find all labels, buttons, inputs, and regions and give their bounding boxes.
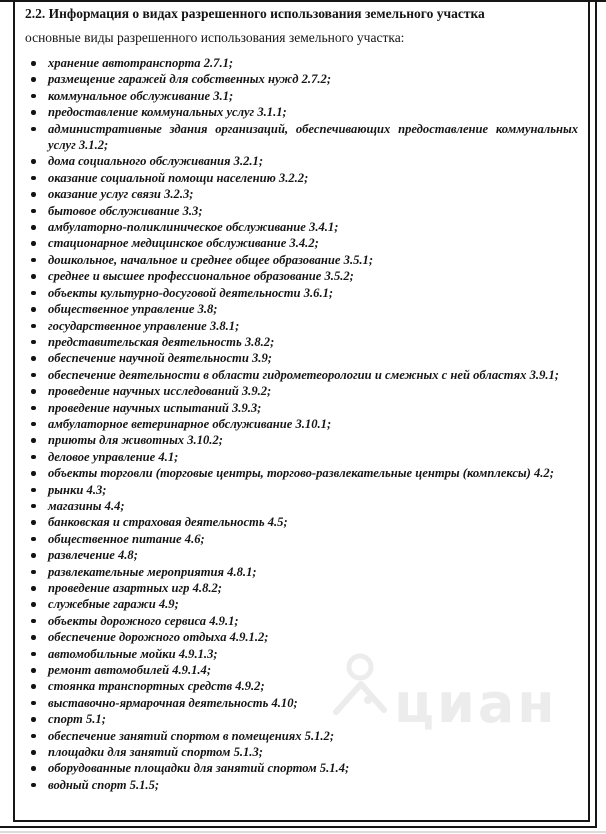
list-item	[25, 662, 578, 678]
bullet-icon	[31, 783, 36, 788]
list-item-text: дошкольное, начальное и среднее общее образование 3.5.1;	[48, 252, 374, 267]
list-item	[25, 613, 578, 629]
bullet-icon	[31, 127, 36, 132]
bullet-icon	[31, 553, 36, 558]
bullet-icon	[31, 586, 36, 591]
list-item	[25, 268, 578, 284]
list-item-text: представительская деятельность 3.8.2;	[48, 334, 275, 349]
bullet-icon	[31, 750, 36, 755]
list-item-text: стоянка транспортных средств 4.9.2;	[48, 679, 265, 694]
bullet-icon	[31, 455, 36, 460]
list-item-text: развлечение 4.8;	[48, 548, 138, 563]
list-item-text: рынки 4.3;	[48, 482, 107, 497]
bullet-icon	[31, 734, 36, 739]
list-item	[25, 711, 578, 727]
list-item	[25, 695, 578, 711]
bullet-icon	[31, 225, 36, 230]
bullet-icon	[31, 602, 36, 607]
list-item-text: проведение научных испытаний 3.9.3;	[48, 400, 262, 415]
document-content	[25, 5, 578, 793]
list-item-text: проведение научных исследований 3.9.2;	[48, 384, 272, 399]
table-outer-right-border	[595, 0, 597, 828]
bullet-icon	[31, 307, 36, 312]
list-item-text: бытовое обслуживание 3.3;	[48, 203, 203, 218]
list-item	[25, 219, 578, 235]
list-item-text: приюты для животных 3.10.2;	[48, 433, 223, 448]
list-item-text: обеспечение деятельности в области гидрометеорологии и смежных с ней областях 3.9.1;	[48, 367, 559, 382]
bullet-icon	[31, 438, 36, 443]
page-edge-shadow	[0, 831, 606, 833]
bullet-icon	[31, 701, 36, 706]
list-item	[25, 88, 578, 104]
list-item-text: размещение гаражей для собственных нужд 2.7.2;	[48, 72, 332, 87]
list-item	[25, 498, 578, 514]
list-item-text: амбулаторное ветеринарное обслуживание 3.10.1;	[48, 416, 332, 431]
list-item	[25, 596, 578, 612]
bullet-icon	[31, 406, 36, 411]
list-item	[25, 432, 578, 448]
bullet-icon	[31, 422, 36, 427]
bullet-icon	[31, 537, 36, 542]
list-item	[25, 252, 578, 268]
list-item-text: деловое управление 4.1;	[48, 449, 179, 464]
list-item-text: административные здания организаций, обеспечивающих предоставление коммунальных услуг 3.1.2;	[48, 121, 578, 153]
bullet-icon	[31, 488, 36, 493]
list-item-text: банковская и страховая деятельность 4.5;	[48, 515, 288, 530]
table-outer-bottom-border	[0, 826, 597, 828]
bullet-icon	[31, 324, 36, 329]
list-item	[25, 646, 578, 662]
list-item	[25, 318, 578, 334]
bullet-icon	[31, 209, 36, 214]
list-item	[25, 285, 578, 301]
list-item-text: площадки для занятий спортом 5.1.3;	[48, 745, 263, 760]
list-item	[25, 744, 578, 760]
list-item-text: хранение автотранспорта 2.7.1;	[48, 56, 234, 70]
list-item-text: объекты культурно-досуговой деятельности 3.6.1;	[48, 285, 334, 300]
list-item-text: выставочно-ярмарочная деятельность 4.10;	[48, 695, 298, 710]
list-item-text: ремонт автомобилей 4.9.1.4;	[48, 663, 212, 678]
bullet-icon	[31, 159, 36, 164]
list-item-text: объекты торговли (торговые центры, торгово-развлекательные центры (комплексы) 4.2;	[48, 466, 554, 481]
list-intro: основные виды разрешенного использования земельного участка:	[25, 30, 405, 45]
list-item	[25, 186, 578, 202]
list-item	[25, 383, 578, 399]
list-item	[25, 449, 578, 465]
list-item-text: государственное управление 3.8.1;	[48, 318, 240, 333]
bullet-icon	[31, 504, 36, 509]
list-item-text: стационарное медицинское обслуживание 3.4.2;	[48, 236, 319, 251]
bullet-icon	[31, 389, 36, 394]
cian-watermark-text: циан	[394, 672, 558, 735]
list-item-text: оказание услуг связи 3.2.3;	[48, 187, 194, 202]
list-item-text: магазины 4.4;	[48, 498, 125, 513]
bullet-icon	[31, 176, 36, 181]
list-item-text: амбулаторно-поликлиническое обслуживание 3.4.1;	[48, 220, 339, 235]
permitted-use-list	[25, 55, 578, 793]
list-item	[25, 153, 578, 169]
bullet-icon	[31, 77, 36, 82]
list-item	[25, 728, 578, 744]
list-item	[25, 350, 578, 366]
list-item-text: служебные гаражи 4.9;	[48, 597, 179, 612]
list-item-text: водный спорт 5.1.5;	[48, 777, 160, 792]
list-item	[25, 170, 578, 186]
list-item-text: дома социального обслуживания 3.2.1;	[48, 154, 264, 169]
list-item	[25, 564, 578, 580]
bullet-icon	[31, 94, 36, 99]
list-item	[25, 760, 578, 776]
bullet-icon	[31, 619, 36, 624]
list-item-text: проведение азартных игр 4.8.2;	[48, 581, 223, 595]
bullet-icon	[31, 192, 36, 197]
bullet-icon	[31, 340, 36, 345]
list-item-text: оказание социальной помощи населению 3.2.2;	[48, 170, 309, 185]
list-item	[25, 531, 578, 547]
list-item	[25, 547, 578, 563]
bullet-icon	[31, 520, 36, 525]
list-item	[25, 71, 578, 87]
list-item-text: коммунальное обслуживание 3.1;	[48, 88, 234, 103]
list-item	[25, 203, 578, 219]
list-item-text: предоставление коммунальных услуг 3.1.1;	[48, 105, 287, 120]
list-item	[25, 104, 578, 120]
list-item	[25, 301, 578, 317]
bullet-icon	[31, 684, 36, 689]
list-item	[25, 629, 578, 645]
bullet-icon	[31, 373, 36, 378]
list-item	[25, 514, 578, 530]
list-item	[25, 121, 578, 154]
bullet-icon	[31, 652, 36, 657]
list-item	[25, 482, 578, 498]
list-item	[25, 235, 578, 251]
list-item-text: оборудованные площадки для занятий спортом 5.1.4;	[48, 761, 350, 776]
list-item-text: объекты дорожного сервиса 4.9.1;	[48, 613, 239, 628]
bullet-icon	[31, 717, 36, 722]
bullet-icon	[31, 635, 36, 640]
bullet-icon	[31, 61, 36, 66]
bullet-icon	[31, 570, 36, 575]
bullet-icon	[31, 766, 36, 771]
list-item-text: обеспечение занятий спортом в помещениях 5.1.2;	[48, 728, 335, 743]
list-item-text: развлекательные мероприятия 4.8.1;	[48, 564, 257, 579]
list-item	[25, 55, 578, 71]
bullet-icon	[31, 258, 36, 263]
bullet-icon	[31, 274, 36, 279]
list-item-text: обеспечение дорожного отдыха 4.9.1.2;	[48, 630, 269, 645]
list-item	[25, 465, 578, 481]
list-item-text: общественное управление 3.8;	[48, 302, 218, 317]
list-item	[25, 580, 578, 596]
list-item	[25, 367, 578, 383]
list-item-text: среднее и высшее профессиональное образование 3.5.2;	[48, 269, 354, 284]
bullet-icon	[31, 241, 36, 246]
list-item	[25, 334, 578, 350]
list-item-text: общественное питание 4.6;	[48, 531, 205, 546]
list-item	[25, 678, 578, 694]
list-item	[25, 416, 578, 432]
bullet-icon	[31, 291, 36, 296]
list-item	[25, 777, 578, 793]
list-item-text: спорт 5.1;	[48, 712, 106, 727]
list-item-text: обеспечение научной деятельности 3.9;	[48, 351, 272, 366]
bullet-icon	[31, 356, 36, 361]
list-item-text: автомобильные мойки 4.9.1.3;	[48, 646, 218, 661]
list-item	[25, 400, 578, 416]
section-title: 2.2. Информация о видах разрешенного использования земельного участка	[25, 6, 485, 21]
bullet-icon	[31, 471, 36, 476]
bullet-icon	[31, 110, 36, 115]
bullet-icon	[31, 668, 36, 673]
